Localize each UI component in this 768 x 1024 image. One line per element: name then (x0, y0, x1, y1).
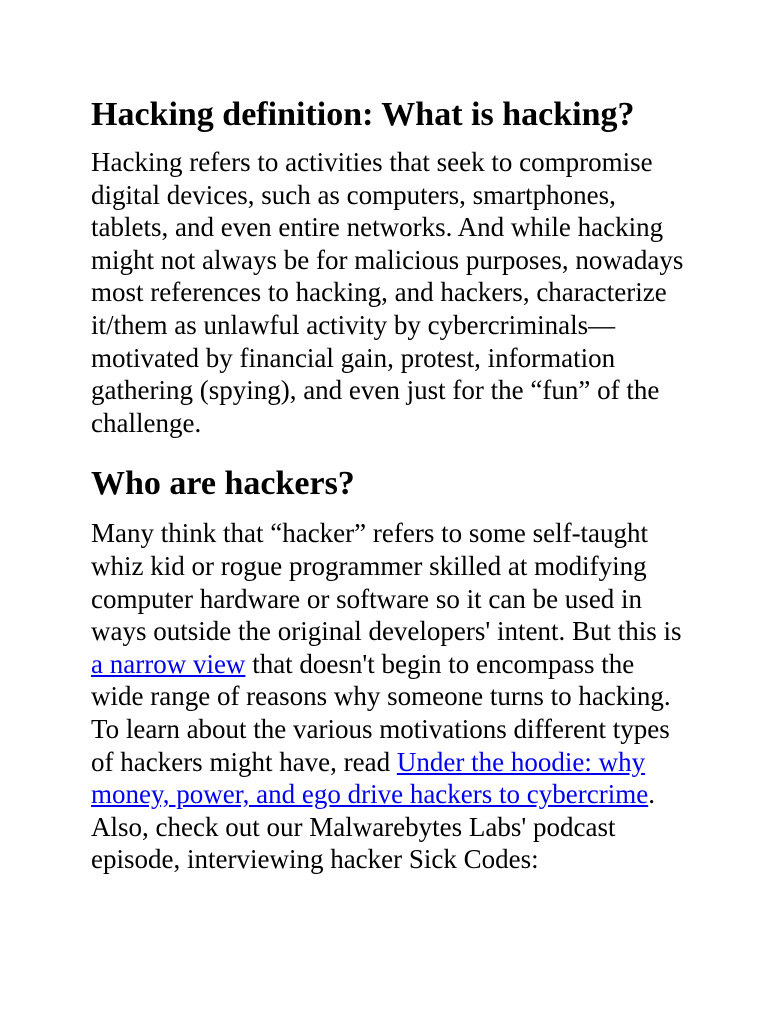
under-the-hoodie-link[interactable]: Under the hoodie: why money, power, and ego drive hackers to cybercrime (91, 746, 649, 810)
document-page (91, 92, 691, 876)
paragraph-text: . Also, check out our Malwarebytes Labs' podcast episode, interviewing hacker Sick Codes: (91, 779, 655, 875)
paragraph-text: that doesn't begin to encompass the wide range of reasons why someone turns to hacking. To learn about the various motivations different types of hackers might have, read (91, 648, 671, 777)
hackers-paragraph (91, 517, 691, 876)
paragraph-text: Many think that “hacker” refers to some self-taught whiz kid or rogue programmer skilled at modifying computer hardware or software so it can be used in ways outside the original developers' intent. But this is (91, 518, 682, 647)
page-title: Hacking definition: What is hacking? (91, 96, 635, 133)
narrow-view-link[interactable]: a narrow view (91, 648, 246, 679)
intro-paragraph: Hacking refers to activities that seek to compromise digital devices, such as computers, smartphones, tablets, and even entire networks. And while hacking might not always be for malicious purposes, nowadays most references to hacking, and hackers, characterize it/them as unlawful activity by cybercriminals—motivated by financial gain, protest, information gathering (spying), and even just for the “fun” of the challenge. (91, 147, 684, 438)
section-heading-who-are-hackers: Who are hackers? (91, 465, 355, 503)
